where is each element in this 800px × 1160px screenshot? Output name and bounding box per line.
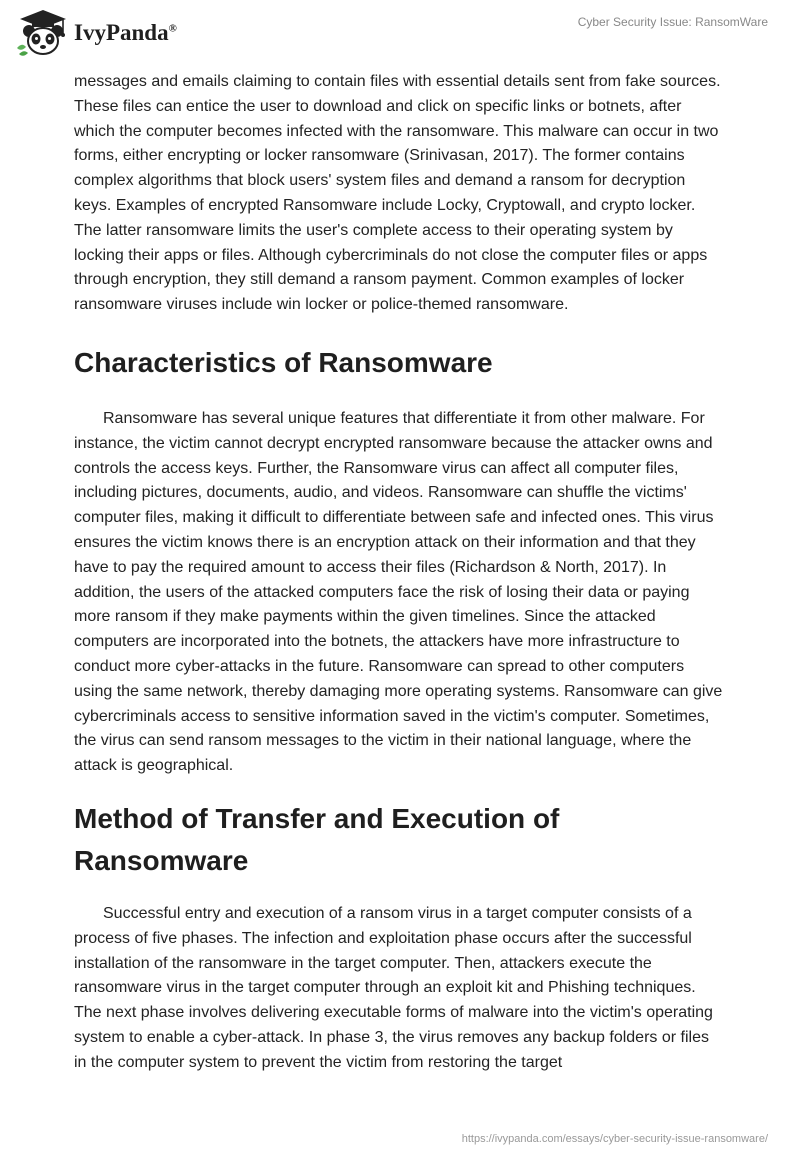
page-header [0,0,800,70]
paragraph-characteristics: Ransomware has several unique features that differentiate it from other malware. For instance, the victim cannot decrypt encrypted ransomware because the attacker owns and controls the access keys. Further, the Ransomware virus can affect all computer files, including pictures, documents, audio, and videos. Ransomware can shuffle the victims' computer files, making it difficult to differentiate between safe and infected ones. This virus ensures the victim knows there is an encryption attack on their information and that they have to pay the required amount to access their files (Richardson & North, 2017). In addition, the users of the attacked computers face the risk of losing their data or paying more ransom if they make payments within the given timelines. Since the attacked computers are incorporated into the botnets, the attackers have more infrastructure to conduct more cyber-attacks in the future. Ransomware can spread to other computers using the same network, thereby damaging more operating systems. Ransomware can give cybercriminals access to sensitive information saved in the victim's computer. Sometimes, the virus can send ransom messages to the victim in their national language, where the attack is geographical. [74,409,723,775]
paragraph-intro-continuation: messages and emails claiming to contain files with essential details sent from fake sources. These files can entice the user to download and click on specific links or botnets, after which the computer becomes infected with the ransomware. This malware can occur in two forms, either encrypting or locker ransomware (Srinivasan, 2017). The former contains complex algorithms that block users' system files and demand a ransom for decryption keys. Examples of encrypted Ransomware include Locky, Cryptowall, and crypto locker. The latter ransomware limits the user's complete access to their operating system by locking their apps or files. Although cybercriminals do not close the computer files or apps through encryption, they still demand a ransom payment. Common examples of locker ransomware viruses include win locker or police-themed ransomware. [74,73,721,314]
brand-name: IvyPanda® [74,20,177,45]
document-title: Cyber Security Issue: RansomWare [577,15,768,29]
heading-characteristics: Characteristics of Ransomware [74,346,493,378]
panda-graduate-icon [14,8,72,58]
heading-method-of-transfer: Method of Transfer and Execution of Ransomware [74,802,560,876]
source-url[interactable]: https://ivypanda.com/essays/cyber-security-issue-ransomware/ [461,1133,768,1145]
ivypanda-logo[interactable] [14,8,194,58]
paragraph-method-of-transfer: Successful entry and execution of a ransom virus in a target computer consists of a process of five phases. The infection and exploitation phase occurs after the successful installation of the ransomware in the target computer. Then, attackers execute the ransomware virus in the target computer through an exploit kit and Phishing techniques. The next phase involves delivering executable forms of malware into the victim's operating system to enable a cyber-attack. In phase 3, the virus removes any backup folders or files in the computer system to prevent the victim from restoring the target [74,904,713,1071]
essay-content [74,70,724,1076]
